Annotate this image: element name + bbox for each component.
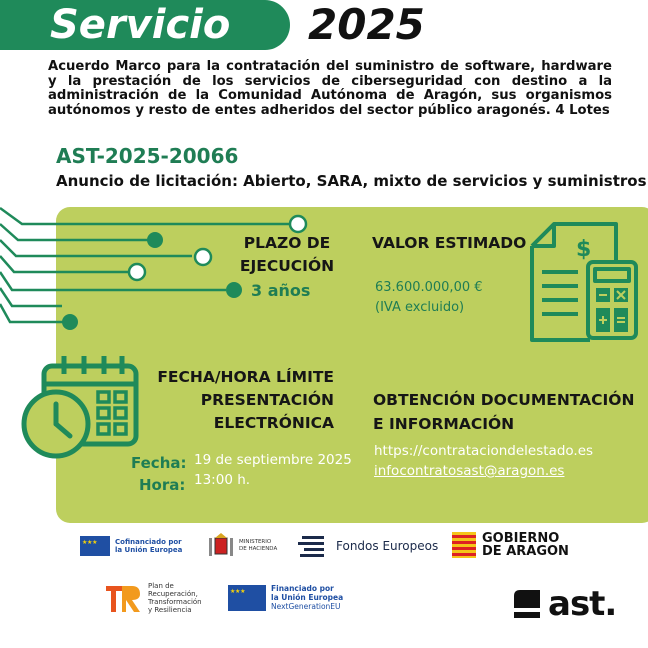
plazo-heading-line1: PLAZO DE xyxy=(243,234,331,252)
prtr-logo xyxy=(104,582,202,614)
hacienda-logo xyxy=(208,532,277,560)
eu-cofin-line1: Cofinanciado por xyxy=(115,538,182,546)
hacienda-line2: DE HACIENDA xyxy=(239,546,278,552)
prtr-line4: y Resiliencia xyxy=(148,606,192,614)
fondos-europeos-icon xyxy=(296,534,330,558)
hacienda-line1: MINISTERIO xyxy=(239,539,272,545)
deadline-heading-line3: ELECTRÓNICA xyxy=(213,414,334,432)
date-value: 19 de septiembre 2025 xyxy=(194,452,352,468)
deadline-heading xyxy=(120,366,334,435)
time-value: 13:00 h. xyxy=(194,472,251,488)
fondos-label: Fondos Europeos xyxy=(336,539,439,553)
invoice-calculator-icon xyxy=(528,220,640,344)
docs-heading-line2: E INFORMACIÓN xyxy=(373,415,515,433)
gobierno-line1: GOBIERNO xyxy=(482,531,560,546)
docs-heading-line1: OBTENCIÓN DOCUMENTACIÓN xyxy=(373,391,635,409)
valor-block xyxy=(375,278,483,318)
nextgen-line3: NextGenerationEU xyxy=(271,602,341,611)
nextgen-eu-logo xyxy=(228,584,343,611)
prtr-line3: Transformación xyxy=(148,598,202,606)
announcement-type: Anuncio de licitación: Abierto, SARA, mixto de servicios y suministros xyxy=(56,172,647,190)
nextgen-line2: la Unión Europea xyxy=(271,593,344,602)
eu-cofinanced-logo xyxy=(80,536,182,556)
service-banner xyxy=(0,0,290,50)
gobierno-aragon-logo xyxy=(452,532,569,558)
ast-symbol-icon xyxy=(510,586,544,622)
prtr-tr-icon xyxy=(104,582,142,614)
valor-note: (IVA excluido) xyxy=(375,300,465,315)
eu-flag-icon xyxy=(228,585,266,611)
svg-text:$: $ xyxy=(576,237,592,262)
plazo-heading xyxy=(232,232,342,278)
time-label: Hora: xyxy=(139,476,186,494)
ast-logo xyxy=(510,584,616,624)
docs-email-link[interactable]: infocontratosast@aragon.es xyxy=(374,463,565,479)
nextgen-line1: Financiado por xyxy=(271,584,334,593)
eu-cofin-line2: la Unión Europea xyxy=(115,546,183,554)
aragon-flag-icon xyxy=(452,532,476,558)
spain-coat-of-arms-icon xyxy=(208,532,234,560)
deadline-heading-line2: PRESENTACIÓN xyxy=(200,391,334,409)
valor-amount: 63.600.000,00 € xyxy=(375,280,483,295)
valor-heading: VALOR ESTIMADO xyxy=(372,234,527,252)
prtr-line2: Recuperación, xyxy=(148,590,198,598)
eu-flag-icon xyxy=(80,536,110,556)
docs-url-link[interactable]: https://contrataciondelestado.es xyxy=(374,443,594,459)
deadline-heading-line1: FECHA/HORA LÍMITE xyxy=(157,368,334,386)
prtr-line1: Plan de xyxy=(148,582,174,590)
tender-description: Acuerdo Marco para la contratación del suministro de software, hardware y la prestación de los servicios de ciberseguridad con destino a la administración de la Comunidad Autónoma de Aragón, sus organismos autónomos y resto de entes adheridos del sector público aragonés. 4 Lotes xyxy=(48,59,612,118)
plazo-heading-line2: EJECUCIÓN xyxy=(239,257,335,275)
docs-heading xyxy=(373,388,634,436)
date-label: Fecha: xyxy=(131,454,187,472)
fondos-europeos-logo xyxy=(296,534,438,558)
service-label: Servicio xyxy=(50,2,231,48)
plazo-value: 3 años xyxy=(251,281,311,300)
gobierno-line2: DE ARAGON xyxy=(482,544,569,559)
year-label: 2025 xyxy=(308,0,425,49)
ast-wordmark: ast. xyxy=(548,584,617,624)
tender-code: AST-2025-20066 xyxy=(56,144,239,168)
